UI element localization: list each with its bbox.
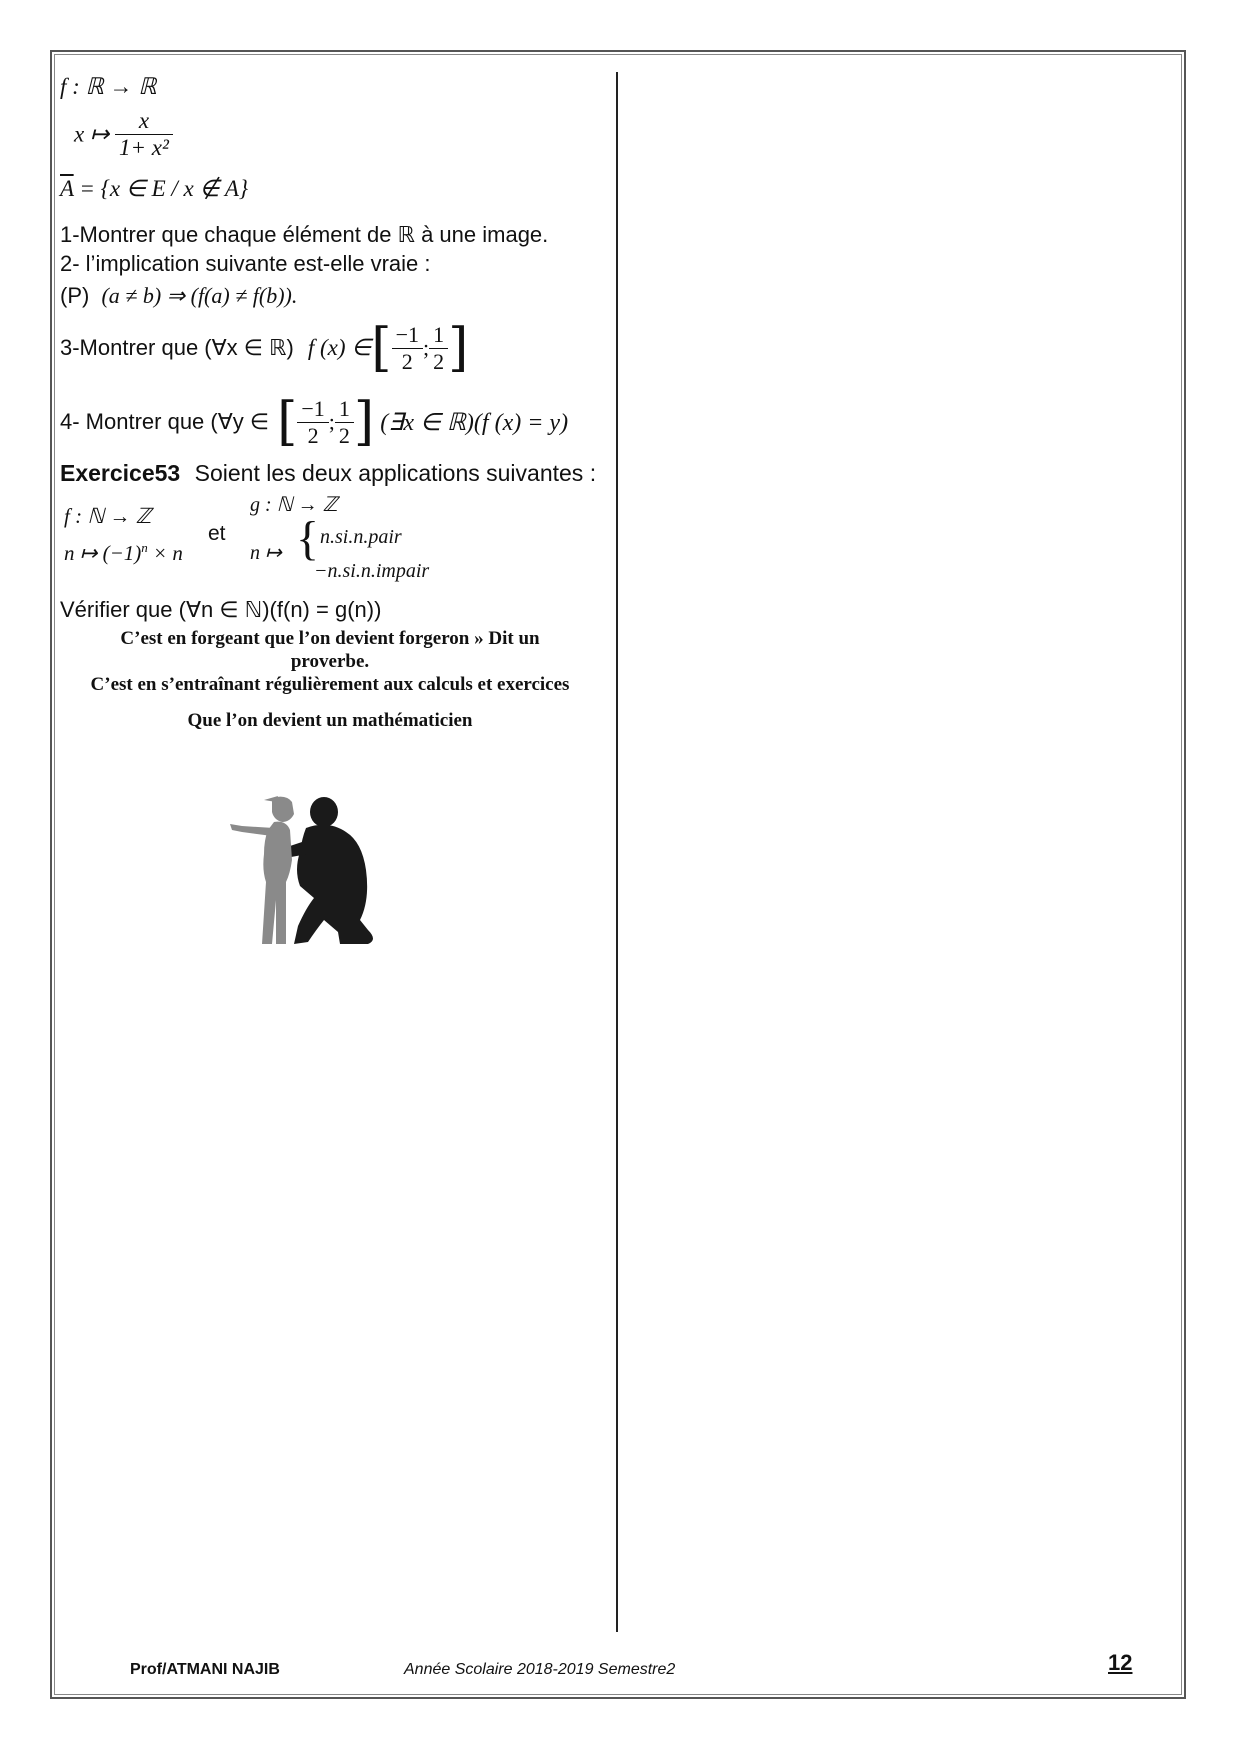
footer-school-year: Année Scolaire 2018-2019 Semestre2 (404, 1661, 676, 1678)
complement-symbol: $\overline{A}$ (60, 176, 74, 201)
f2-map-text: n ↦ (−1) (64, 541, 142, 565)
footer-author: Prof/ATMANI NAJIB (130, 1661, 280, 1678)
frac-den: 2 (335, 422, 354, 449)
left-bracket: [ (371, 318, 392, 378)
question-2: 2- l’implication suivante est-elle vraie : (60, 251, 431, 276)
right-bracket: ] (353, 392, 375, 452)
g-definition-header: g : ℕ → ℤ (250, 494, 338, 516)
complement-definition (60, 176, 248, 202)
frac-den: 2 (392, 348, 423, 375)
right-bracket: ] (448, 318, 469, 378)
frac-num: 1 (433, 321, 445, 347)
frac-num: 1 (338, 395, 350, 421)
frac-num: −1 (301, 395, 325, 421)
question-3 (60, 316, 468, 380)
frac-den: 2 (429, 348, 448, 375)
conjunction-et: et (208, 522, 226, 545)
column-divider (616, 72, 618, 1632)
question-4 (60, 390, 568, 454)
complement-set: = {x ∈ E / x ∉ A} (73, 176, 249, 201)
fraction-denominator: 1+ x² (115, 134, 173, 161)
f2-definition-header: f : ℕ → ℤ (64, 504, 152, 528)
q4-frac-lower (297, 396, 328, 449)
frac-num: −1 (395, 321, 419, 347)
question-4-text: 4- Montrer que (∀y ∈ (60, 409, 270, 434)
exercise-53-heading (60, 460, 596, 487)
function-mapping (74, 108, 173, 161)
exercise-intro: Soient les deux applications suivantes : (194, 460, 597, 486)
fraction-numerator: x (138, 108, 150, 133)
proposition-p (60, 283, 297, 309)
g-case-odd: −n.si.n.impair (314, 560, 430, 582)
parent-child-silhouette (228, 790, 388, 950)
proverb-line-3: C’est en s’entraînant régulièrement aux calculs et exercices (90, 674, 570, 695)
proposition-label: (P) (60, 283, 90, 308)
question-1: 1-Montrer que chaque élément de ℝ à une image. (60, 222, 549, 247)
child-silhouette (230, 796, 294, 944)
g-case-even: n.si.n.pair (320, 526, 402, 548)
frac-den: 2 (297, 422, 328, 449)
f2-tail: × n (147, 541, 183, 565)
fraction-x-over-1-plus-x2 (115, 108, 173, 161)
proverb-line-2: proverbe. (290, 651, 370, 672)
proverb-line-4: Que l’on devient un mathématicien (187, 710, 473, 731)
proverb-line-1: C’est en forgeant que l’on devient forgeron » Dit un (120, 628, 540, 649)
proposition-formula: (a ≠ b) ⇒ (f(a) ≠ f(b)). (101, 283, 298, 308)
q4-semicolon: ; (328, 409, 335, 434)
q3-frac-lower (392, 322, 423, 375)
q3-frac-upper (429, 322, 448, 375)
f2-exponent: n (141, 540, 148, 555)
verify-statement: Vérifier que (∀n ∈ ℕ)(f(n) = g(n)) (60, 597, 382, 622)
function-definition-header: f : ℝ → ℝ (60, 74, 157, 99)
q4-frac-upper (335, 396, 354, 449)
question-3-text: 3-Montrer que (∀x ∈ ℝ) (60, 335, 294, 360)
q3-semicolon: ; (422, 335, 430, 360)
g-map-arrow: n ↦ (250, 542, 282, 564)
q3-fx: f (x) ∈ (307, 335, 372, 360)
mapping-arrow: x ↦ (74, 121, 110, 147)
q4-tail: (∃x ∈ ℝ)(f (x) = y) (380, 409, 569, 436)
f2-mapping (64, 540, 183, 566)
left-bracket: [ (277, 392, 298, 452)
page-number: 12 (1108, 1650, 1133, 1675)
exercise-title: Exercice53 (60, 460, 181, 486)
g-case-brace: { (296, 512, 320, 565)
